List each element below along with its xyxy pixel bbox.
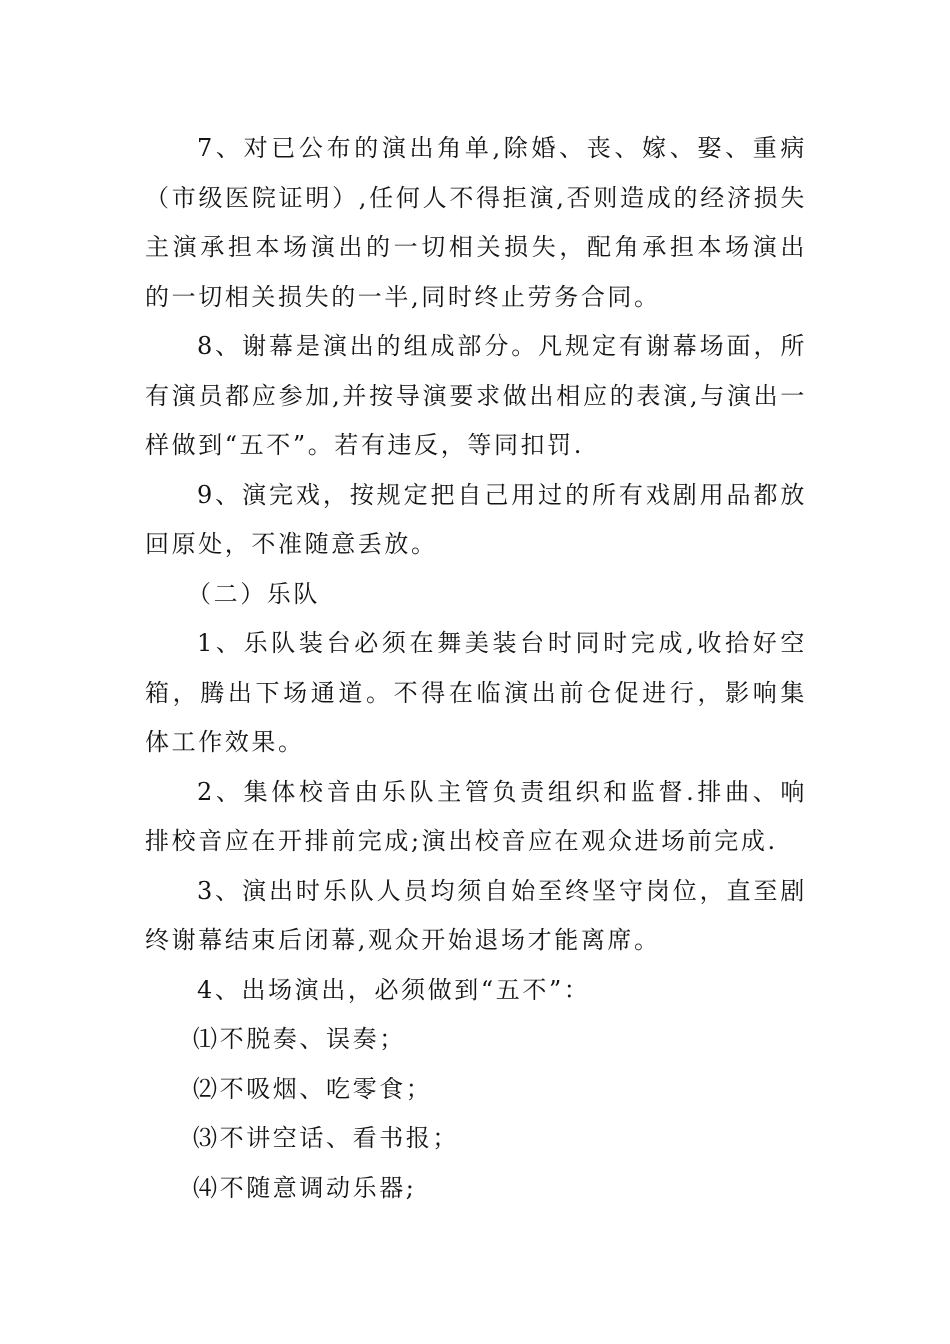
- document-body: [145, 124, 807, 1213]
- list-item-4: ⑷不随意调动乐器;: [193, 1173, 417, 1202]
- paragraph-item-8: 8、谢幕是演出的组成部分。凡规定有谢幕场面，所有演员都应参加,并按导演要求做出相应的表演,与演出一样做到“五不”。若有违反，等同扣罚.: [145, 332, 807, 459]
- band-paragraph-1: 1、乐队装台必须在舞美装台时同时完成,收拾好空箱，腾出下场通道。不得在临演出前仓促进行，影响集体工作效果。: [145, 629, 807, 756]
- section-heading-band: （二）乐队: [187, 579, 320, 608]
- paragraph-item-7: 7、对已公布的演出角单,除婚、丧、嫁、娶、重病（市级医院证明）,任何人不得拒演,否则造成的经济损失主演承担本场演出的一切相关损失，配角承担本场演出的一切相关损失的一半,同时终止劳务合同。: [145, 134, 807, 311]
- list-item-2: ⑵不吸烟、吃零食；: [193, 1074, 433, 1103]
- band-paragraph-3: 3、演出时乐队人员均须自始至终坚守岗位，直至剧终谢幕结束后闭幕,观众开始退场才能离席。: [145, 876, 807, 954]
- list-item-3: ⑶不讲空话、看书报；: [193, 1124, 459, 1152]
- paragraph-item-9: 9、演完戏，按规定把自己用过的所有戏剧用品都放回原处，不准随意丢放。: [145, 480, 807, 558]
- band-paragraph-2: 2、集体校音由乐队主管负责组织和监督.排曲、响排校音应在开排前完成;演出校音应在观众进场前完成.: [145, 777, 807, 855]
- list-item-1: ⑴不脱奏、误奏；: [193, 1025, 406, 1053]
- band-paragraph-4: 4、出场演出，必须做到“五不”：: [197, 975, 591, 1004]
